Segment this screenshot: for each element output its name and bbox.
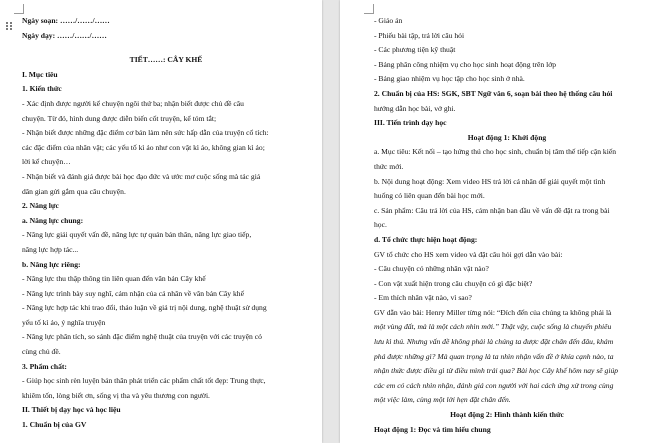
text-line: chuyện. Từ đó, hình dung được diễn biến cốt truyện, kể tóm tắt; bbox=[22, 113, 217, 123]
text-line: một vùng đất, mà là một cách nhìn mới.” Thật vậy, cuộc sống là chuyến phiêu bbox=[374, 322, 612, 332]
date-taught: Ngày dạy: ……/……/…… bbox=[22, 30, 107, 40]
text-line: - Nhận biết được những đặc điểm cơ bản làm nên sức hấp dẫn của truyện cổ tích: bbox=[22, 128, 269, 138]
margin-corner-mark bbox=[364, 4, 374, 14]
date-prepared: Ngày soạn: ……/……/…… bbox=[22, 16, 110, 25]
text-line: 1. Kiến thức bbox=[22, 84, 62, 94]
text-line: học. bbox=[374, 220, 387, 230]
text-line: - Năng lực hợp tác khi trao đổi, thảo luận về giá trị nội dung, nghệ thuật sử dụng bbox=[22, 303, 267, 313]
text-line: - Giáo án bbox=[374, 16, 403, 25]
document-page-right bbox=[340, 0, 650, 443]
text-line: - Câu chuyện có những nhân vật nào? bbox=[374, 264, 489, 274]
move-handle-icon[interactable] bbox=[6, 22, 12, 30]
text-line: Hoạt động 1: Khởi động bbox=[467, 132, 547, 142]
text-line: lưu kì thú. Nhưng vấn đề không phải là chúng ta được đặt chân đến đâu, khám bbox=[374, 337, 614, 347]
text-line: c. Sản phẩm: Câu trả lời của HS, cảm nhận ban đầu về vấn đề đặt ra trong bài bbox=[374, 205, 610, 215]
text-line: b. Năng lực riêng: bbox=[22, 259, 81, 269]
text-line: thức mới. bbox=[374, 161, 404, 171]
text-line: huống có liên quan đến bài học mới. bbox=[374, 191, 485, 201]
text-line: - Năng lực phân tích, so sánh đặc điểm nghệ thuật của truyện với các truyện có bbox=[22, 332, 262, 342]
text-line: yếu tố kì ảo, ý nghĩa truyện bbox=[22, 317, 106, 327]
text-line: lời kể chuyện… bbox=[22, 157, 71, 167]
text-line: a. Năng lực chung: bbox=[22, 215, 84, 225]
text-line: các đặc điểm của nhân vật; các yếu tố kì ảo như con vật kì ảo, không gian kì ảo; bbox=[22, 142, 265, 152]
text-line: Hoạt động 2: Hình thành kiến thức bbox=[450, 410, 564, 420]
text-line: - Con vật xuất hiện trong câu chuyện có gì đặc biệt? bbox=[374, 278, 533, 288]
text-line: b. Nội dung hoạt động: Xem video HS trả lời cá nhân để giải quyết một tình bbox=[374, 176, 606, 186]
text-line: - Bảng giao nhiệm vụ học tập cho học sinh ở nhà. bbox=[374, 74, 525, 84]
text-line: Hoạt động 1: Đọc và tìm hiểu chung bbox=[374, 424, 491, 434]
text-line: - Xác định được người kể chuyện ngôi thứ ba; nhận biết được chủ đề câu bbox=[22, 98, 244, 108]
text-line: các em có cách nhìn nhận, đánh giá con người với hai cách ứng xử trong cùng bbox=[374, 380, 614, 390]
text-line: nhận thức được điều gì từ điều mình trải qua? Bài học Cây khế hôm nay sẽ giúp bbox=[374, 366, 619, 376]
text-line: - Em thích nhân vật nào, vì sao? bbox=[374, 293, 472, 303]
margin-corner-mark bbox=[14, 4, 24, 14]
text-line: d. Tổ chức thực hiện hoạt động: bbox=[374, 234, 478, 244]
page2-body bbox=[374, 14, 640, 437]
text-line: cùng chủ đề. bbox=[22, 347, 61, 357]
text-line: GV dẫn vào bài: Henry Miller từng nói: “Đích đến của chúng ta không phải là bbox=[374, 307, 612, 317]
text-line: a. Mục tiêu: Kết nối – tạo hứng thú cho học sinh, chuẩn bị tâm thế tiếp cận kiến bbox=[374, 147, 616, 157]
document-page-left bbox=[0, 0, 322, 443]
page1-body bbox=[22, 68, 310, 433]
text-line: 2. Năng lực bbox=[22, 201, 59, 211]
text-line: dân gian gửi gắm qua câu chuyện. bbox=[22, 186, 126, 196]
text-line: GV tổ chức cho HS xem video và đặt câu hỏi gợi dẫn vào bài: bbox=[374, 249, 563, 259]
text-line: - Bảng phân công nhiệm vụ cho học sinh hoạt động trên lớp bbox=[374, 59, 557, 69]
text-line: 1. Chuẩn bị của GV bbox=[22, 420, 87, 430]
text-line: khiêm tốn, lòng biết ơn, sống vị tha và yêu thương con người. bbox=[22, 390, 210, 400]
text-line: - Năng lực giải quyết vấn đề, năng lực tự quản bản thân, năng lực giao tiếp, bbox=[22, 230, 252, 240]
text-line: III. Tiến trình dạy học bbox=[374, 118, 447, 128]
text-line: - Năng lực trình bày suy nghĩ, cảm nhận của cá nhân về văn bản Cây khế bbox=[22, 288, 244, 298]
text-line: phá được những gì? Mà quan trọng là ta nhìn nhận vấn đề ở khía cạnh nào, ta bbox=[374, 351, 614, 361]
text-line: hướng dẫn học bài, vở ghi. bbox=[374, 103, 456, 113]
text-line: - Năng lực thu thập thông tin liên quan đến văn bản Cây khế bbox=[22, 274, 206, 284]
text-line: 3. Phẩm chất: bbox=[22, 361, 67, 371]
page-title: TIẾT……: CÂY KHẾ bbox=[129, 55, 203, 65]
text-line: - Nhận biết và đánh giá được bài học đạo đức và ước mơ cuộc sống mà tác giả bbox=[22, 171, 261, 181]
text-line: II. Thiết bị dạy học và học liệu bbox=[22, 405, 121, 415]
text-line: 2. Chuẩn bị của HS: SGK, SBT Ngữ văn 6, soạn bài theo hệ thống câu hỏi bbox=[374, 88, 613, 98]
text-line: năng lực hợp tác... bbox=[22, 244, 79, 254]
text-line: một việc làm, cùng một lời hẹn đặt chân đến. bbox=[374, 395, 511, 405]
text-line: I. Mục tiêu bbox=[22, 69, 58, 79]
text-line: - Các phương tiện kỹ thuật bbox=[374, 45, 456, 55]
text-line: - Giúp học sinh rèn luyện bản thân phát triển các phẩm chất tốt đẹp: Trung thực, bbox=[22, 376, 266, 386]
text-line: - Phiếu bài tập, trả lời câu hỏi bbox=[374, 30, 465, 40]
